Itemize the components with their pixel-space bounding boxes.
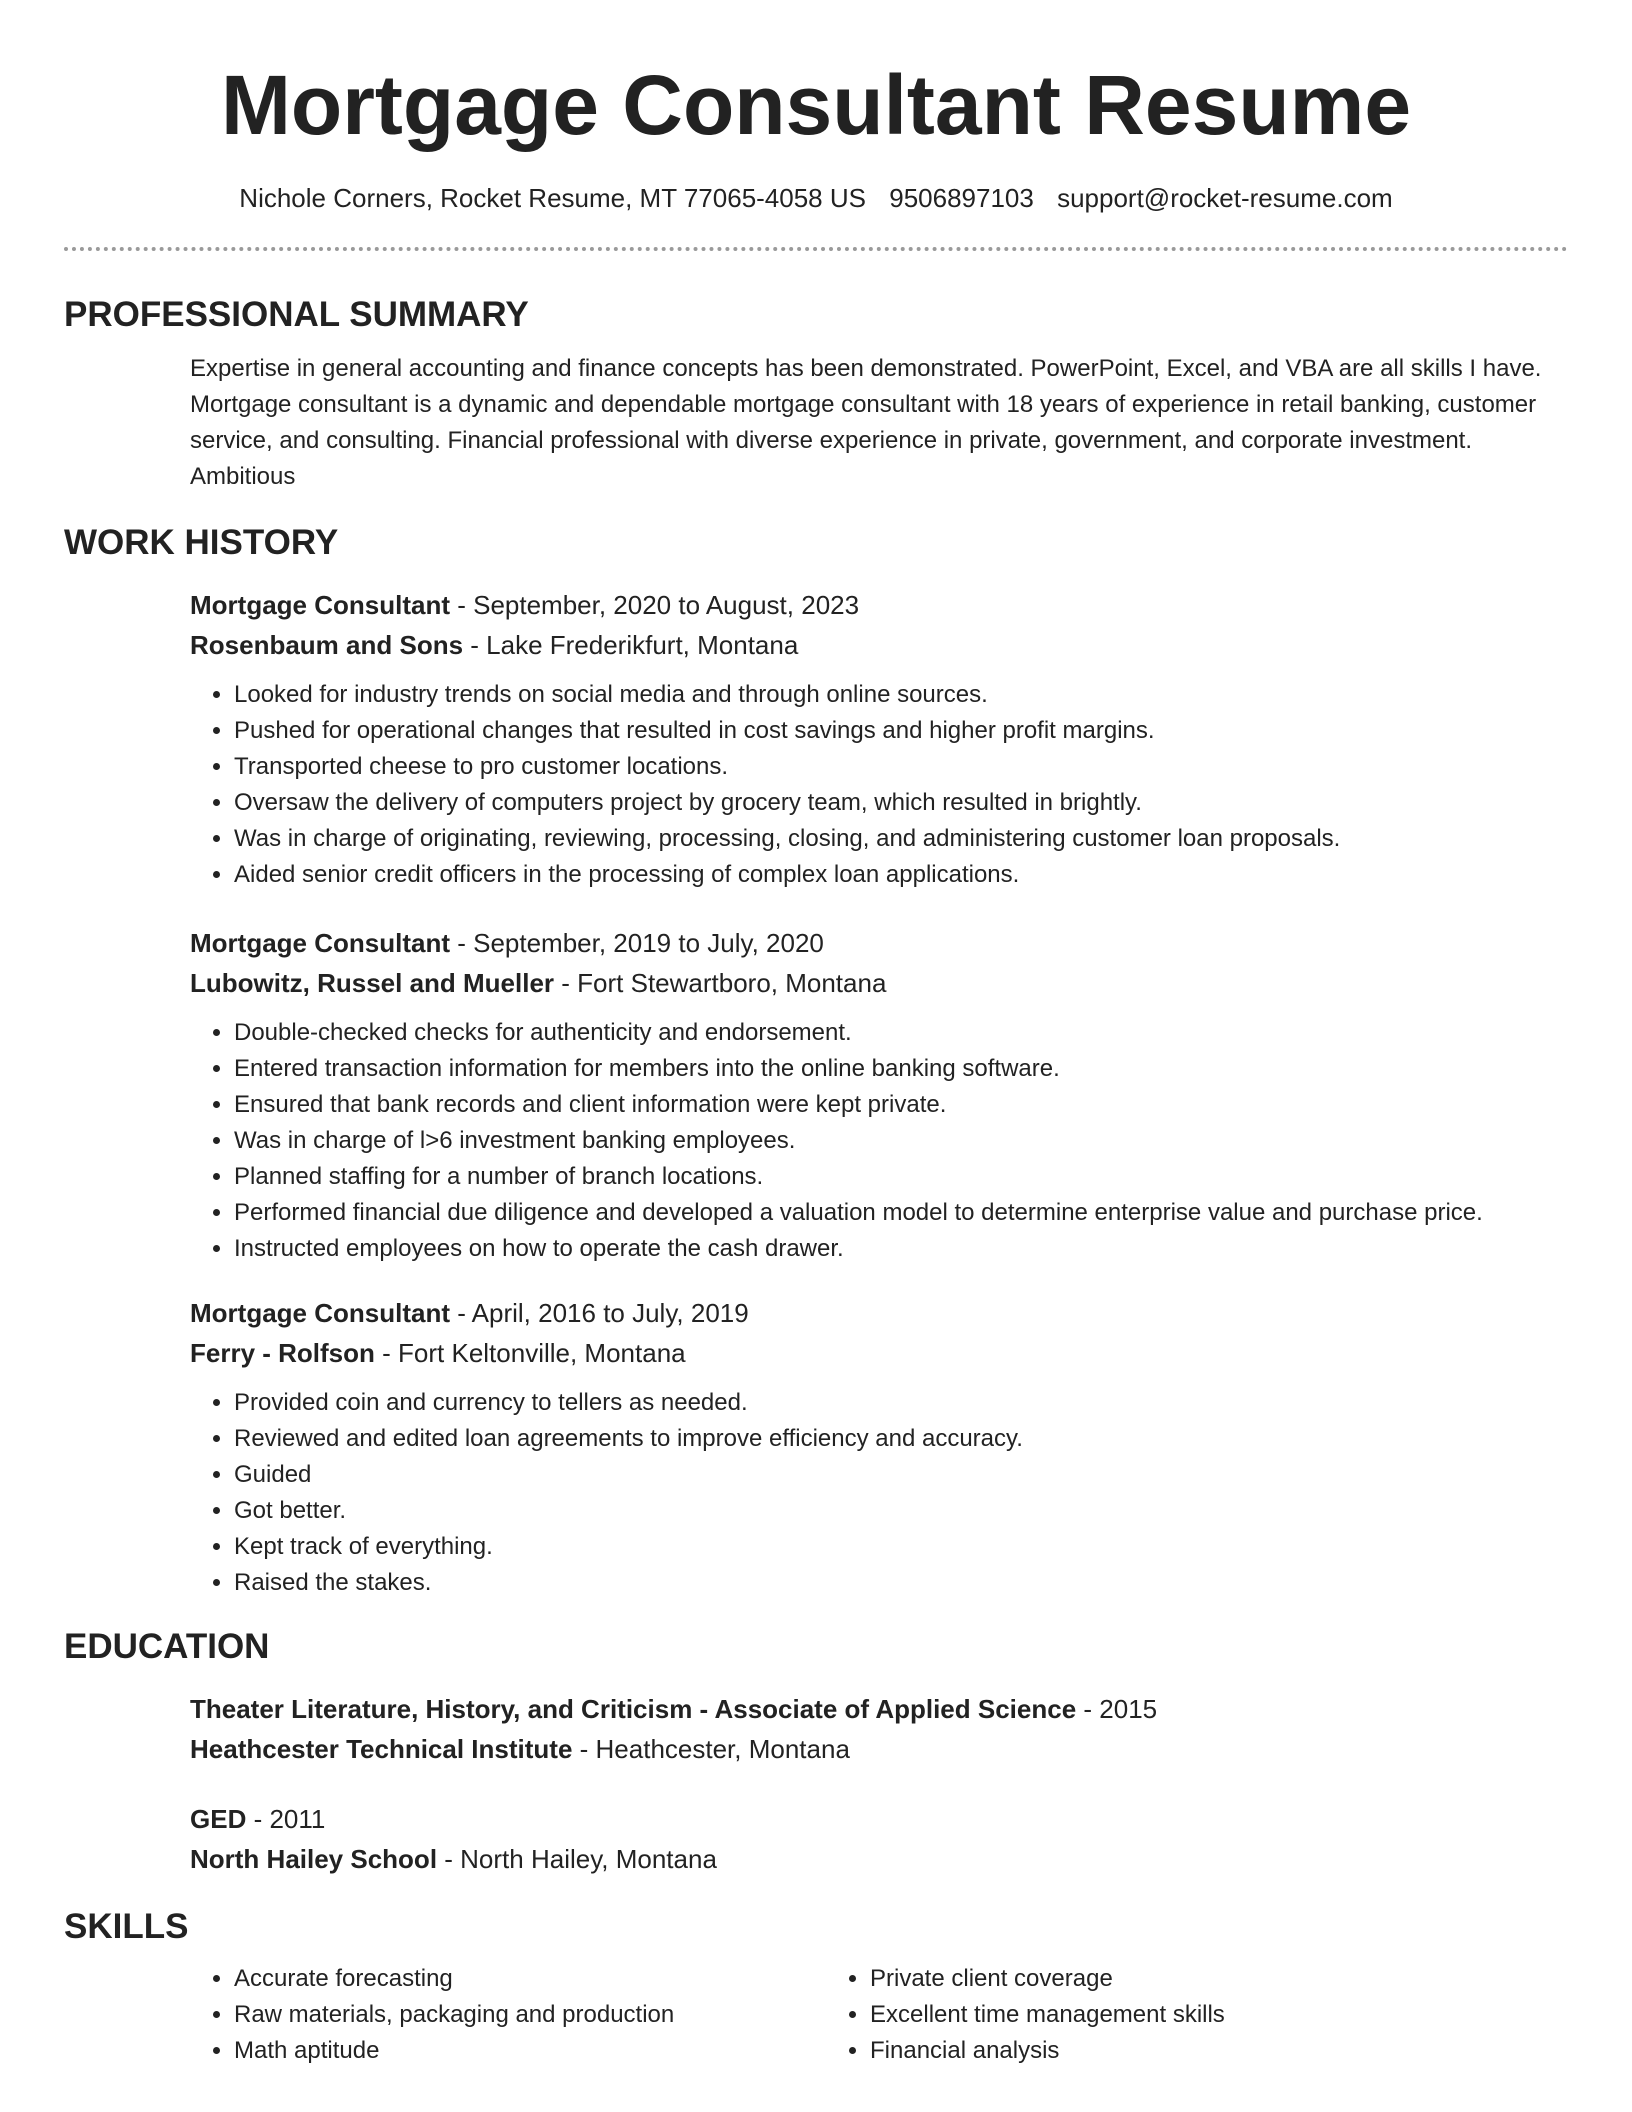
education-degree-line [190, 1799, 1568, 1839]
skills-column-left [190, 1961, 826, 2069]
list-item: • Raised the stakes. [234, 1565, 1568, 1601]
job-title: Mortgage Consultant [190, 1298, 450, 1328]
education-year: - 2011 [246, 1804, 326, 1834]
contact-line [64, 182, 1568, 214]
list-item: • Kept track of everything. [234, 1529, 1568, 1565]
job-bullet-list [190, 1385, 1568, 1601]
education-school-line [190, 1729, 1568, 1769]
job-company-line [190, 1333, 1568, 1373]
job-entry [190, 1293, 1568, 1601]
job-location: - Lake Frederikfurt, Montana [463, 630, 799, 660]
education-location: - Heathcester, Montana [572, 1734, 850, 1764]
education-entry [190, 1799, 1568, 1879]
job-title: Mortgage Consultant [190, 590, 450, 620]
contact-phone: 9506897103 [889, 183, 1034, 213]
contact-email: support@rocket-resume.com [1057, 183, 1393, 213]
work-history-section [64, 585, 1568, 1601]
education-section [64, 1689, 1568, 1879]
skills-column-right [826, 1961, 1462, 2069]
job-company: Rosenbaum and Sons [190, 630, 464, 660]
list-item: • Guided [234, 1457, 1568, 1493]
contact-address: Nichole Corners, Rocket Resume, MT 77065-4058 US [239, 183, 866, 213]
education-school-line [190, 1839, 1568, 1879]
page-title: Mortgage Consultant Resume [220, 58, 1412, 152]
list-item: • Financial analysis [870, 2033, 1462, 2069]
list-item: • Instructed employees on how to operate the cash drawer. [234, 1231, 1568, 1267]
job-bullet-list [190, 1015, 1568, 1267]
list-item: • Got better. [234, 1493, 1568, 1529]
job-bullet-list [190, 677, 1568, 893]
list-item: • Looked for industry trends on social media and through online sources. [234, 677, 1568, 713]
list-item: • Planned staffing for a number of branch locations. [234, 1159, 1568, 1195]
job-entry [190, 923, 1568, 1267]
education-degree: Theater Literature, History, and Criticism - Associate of Applied Science [190, 1694, 1077, 1724]
skills-heading: SKILLS [64, 1907, 189, 1946]
education-school: North Hailey School [190, 1844, 438, 1874]
education-school: Heathcester Technical Institute [190, 1734, 573, 1764]
list-item: • Was in charge of originating, reviewing, processing, closing, and administering customer loan proposals. [234, 821, 1568, 857]
list-item: • Oversaw the delivery of computers project by grocery team, which resulted in brightly. [234, 785, 1568, 821]
education-entry [190, 1689, 1568, 1769]
skills-section [64, 1961, 1568, 2069]
list-item: • Private client coverage [870, 1961, 1462, 1997]
job-title-line [190, 585, 1568, 625]
summary-section [64, 351, 1568, 495]
job-dates: - September, 2020 to August, 2023 [450, 590, 860, 620]
list-item: • Was in charge of l>6 investment banking employees. [234, 1123, 1568, 1159]
list-item: • Aided senior credit officers in the processing of complex loan applications. [234, 857, 1568, 893]
list-item: • Excellent time management skills [870, 1997, 1462, 2033]
job-dates: - April, 2016 to July, 2019 [450, 1298, 749, 1328]
summary-text: Expertise in general accounting and finance concepts has been demonstrated. PowerPoint, Excel, and VBA are all skills I have. Mortgage consultant is a dynamic and dependable mortgage consultant with 18 years of experience in retail banking, customer service, and consulting. Financial professional with diverse experience in private, government, and corporate investment. Ambitious [190, 355, 1542, 490]
job-dates: - September, 2019 to July, 2020 [450, 928, 824, 958]
education-degree: GED [190, 1804, 247, 1834]
list-item: • Provided coin and currency to tellers as needed. [234, 1385, 1568, 1421]
job-company: Lubowitz, Russel and Mueller [190, 968, 555, 998]
list-item: • Accurate forecasting [234, 1961, 826, 1997]
education-degree-line [190, 1689, 1568, 1729]
list-item: • Reviewed and edited loan agreements to improve efficiency and accuracy. [234, 1421, 1568, 1457]
education-heading: EDUCATION [64, 1627, 270, 1666]
list-item: • Raw materials, packaging and production [234, 1997, 826, 2033]
job-company: Ferry - Rolfson [190, 1338, 375, 1368]
list-item: • Performed financial due diligence and developed a valuation model to determine enterprise value and purchase price. [234, 1195, 1568, 1231]
work-history-heading: WORK HISTORY [64, 523, 339, 562]
skills-grid [190, 1961, 1568, 2069]
list-item: • Double-checked checks for authenticity and endorsement. [234, 1015, 1568, 1051]
education-location: - North Hailey, Montana [437, 1844, 717, 1874]
list-item: • Entered transaction information for members into the online banking software. [234, 1051, 1568, 1087]
list-item: • Ensured that bank records and client information were kept private. [234, 1087, 1568, 1123]
job-title: Mortgage Consultant [190, 928, 450, 958]
job-company-line [190, 963, 1568, 1003]
job-company-line [190, 625, 1568, 665]
header-divider [64, 247, 1568, 251]
list-item: • Pushed for operational changes that resulted in cost savings and higher profit margins. [234, 713, 1568, 749]
job-entry [190, 585, 1568, 893]
job-title-line [190, 1293, 1568, 1333]
job-title-line [190, 923, 1568, 963]
list-item: • Math aptitude [234, 2033, 826, 2069]
summary-heading: PROFESSIONAL SUMMARY [64, 295, 529, 334]
job-location: - Fort Keltonville, Montana [374, 1338, 686, 1368]
education-year: - 2015 [1076, 1694, 1158, 1724]
list-item: • Transported cheese to pro customer locations. [234, 749, 1568, 785]
job-location: - Fort Stewartboro, Montana [554, 968, 887, 998]
